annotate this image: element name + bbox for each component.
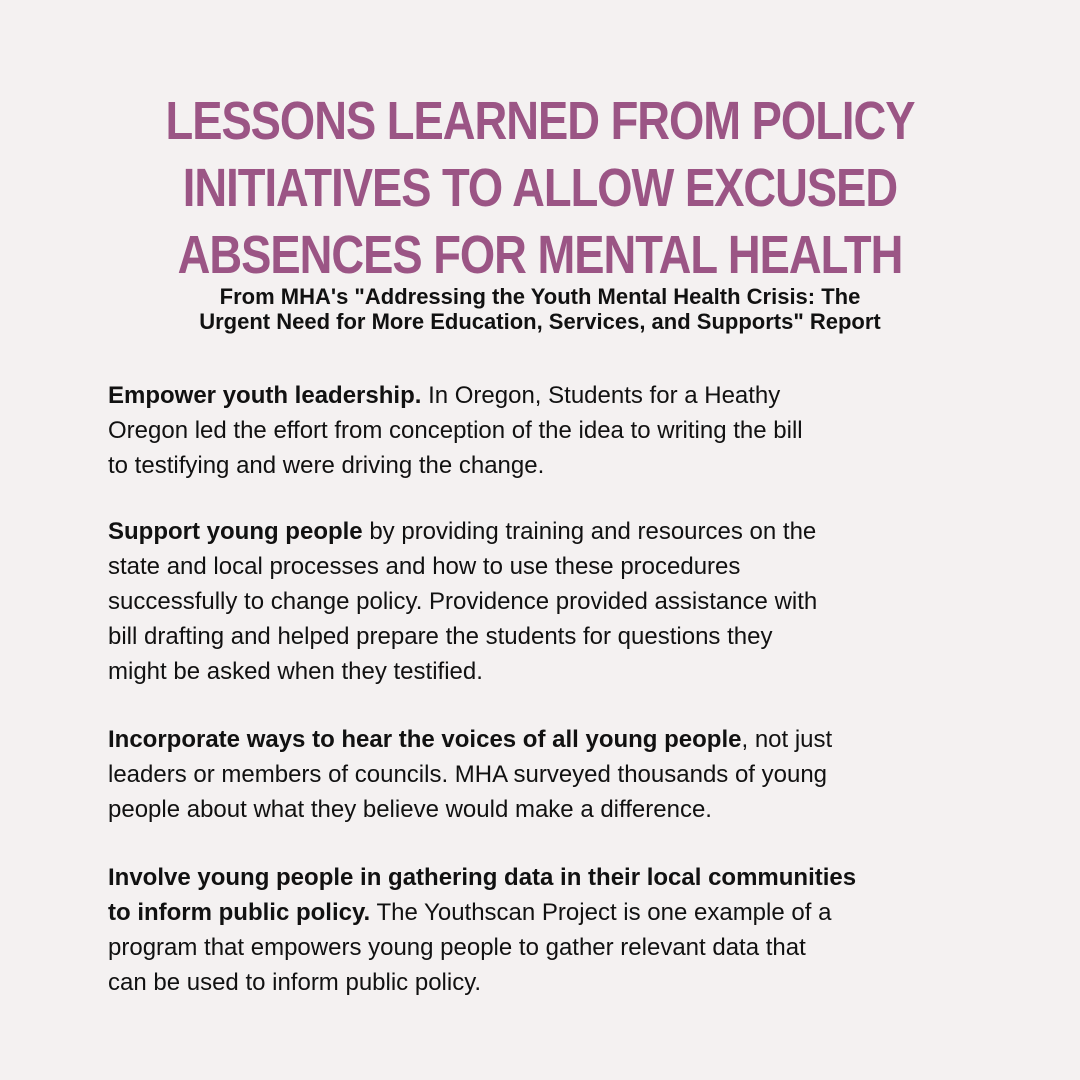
paragraph-line	[108, 514, 988, 549]
lesson-lead: Involve young people in gathering data in their local communities	[108, 864, 857, 891]
paragraph-line: successfully to change policy. Providence provided assistance with	[108, 588, 818, 615]
paragraph-text: In Oregon, Students for a Heathy	[421, 382, 781, 409]
paragraph-line: Oregon led the effort from conception of the idea to writing the bill	[108, 417, 803, 444]
paragraph-line: leaders or members of councils. MHA surveyed thousands of young	[108, 761, 828, 788]
lesson-paragraph-support-young-people	[108, 514, 988, 689]
paragraph-line: to testifying and were driving the change.	[108, 452, 545, 479]
lesson-paragraph-empower-youth	[108, 378, 988, 483]
paragraph-line	[108, 378, 988, 413]
paragraph-line	[108, 722, 988, 757]
lesson-paragraph-gather-data	[108, 860, 988, 1000]
paragraph-line: state and local processes and how to use these procedures	[108, 553, 741, 580]
lesson-paragraph-hear-all-voices	[108, 722, 988, 827]
paragraph-line	[108, 895, 988, 930]
paragraph-line: might be asked when they testified.	[108, 658, 483, 685]
lessons-content	[108, 378, 988, 1000]
title-line-2: INITIATIVES TO ALLOW EXCUSED	[182, 158, 898, 218]
paragraph-text: The Youthscan Project is one example of a	[370, 899, 832, 926]
lesson-lead: Empower youth leadership.	[108, 382, 422, 409]
page-subtitle	[100, 284, 980, 334]
paragraph-text: , not just	[741, 726, 833, 753]
paragraph-line: people about what they believe would make a difference.	[108, 796, 712, 823]
paragraph-line: program that empowers young people to gather relevant data that	[108, 934, 806, 961]
paragraph-text: by providing training and resources on the	[362, 518, 817, 545]
title-line-1: LESSONS LEARNED FROM POLICY	[165, 91, 915, 151]
paragraph-line: can be used to inform public policy.	[108, 969, 482, 996]
paragraph-line: bill drafting and helped prepare the students for questions they	[108, 623, 773, 650]
lesson-lead: to inform public policy.	[108, 899, 371, 926]
lesson-lead: Support young people	[108, 518, 363, 545]
page-title	[137, 88, 943, 289]
subtitle-line-1: From MHA's "Addressing the Youth Mental Health Crisis: The	[219, 284, 861, 309]
subtitle-line-2: Urgent Need for More Education, Services, and Supports" Report	[199, 309, 881, 334]
title-line-3: ABSENCES FOR MENTAL HEALTH	[177, 225, 903, 285]
lesson-lead: Incorporate ways to hear the voices of all young people	[108, 726, 742, 753]
